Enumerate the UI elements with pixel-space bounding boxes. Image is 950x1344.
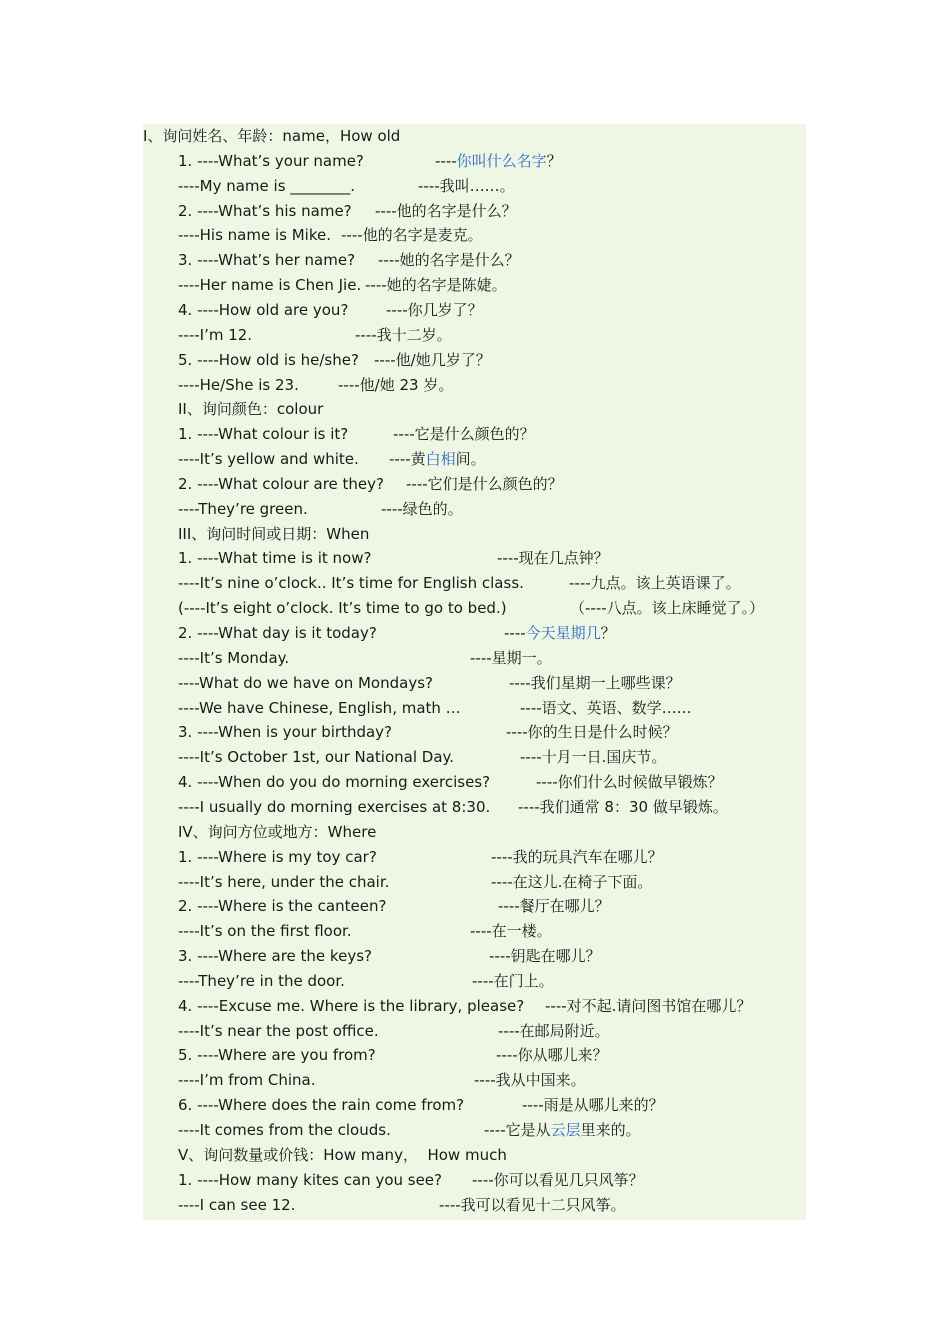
english-text: 2. ----What day is it today? bbox=[178, 624, 377, 642]
english-text: ----It’s here, under the chair. bbox=[178, 872, 390, 891]
english-text: 1. ----What colour is it? bbox=[178, 425, 349, 444]
chinese-translation: ----现在几点钟？ bbox=[497, 549, 609, 568]
english-text: ----It’s on the first floor. bbox=[178, 922, 352, 941]
chinese-translation: ----你从哪儿来？ bbox=[496, 1046, 608, 1065]
english-text: 1. ----How many kites can you see? bbox=[178, 1170, 443, 1189]
english-text: ----We have Chinese, English, math … bbox=[178, 698, 461, 717]
chinese-translation: ----我可以看见十二只风筝。 bbox=[439, 1195, 626, 1214]
chinese-translation: ----十月一日.国庆节。 bbox=[520, 748, 667, 767]
english-text: 5. ----How old is he/she? bbox=[178, 350, 359, 369]
english-text: ----It’s yellow and white. bbox=[178, 450, 359, 469]
chinese-translation: ----她的名字是陈婕。 bbox=[365, 276, 507, 295]
english-text: ----He/She is 23. bbox=[178, 375, 299, 394]
english-text: 4. ----When do you do morning exercises? bbox=[178, 773, 491, 792]
english-text: III、询问时间或日期：When bbox=[178, 524, 370, 543]
english-text: (----It’s eight o’clock. It’s time to go to bed.) bbox=[178, 599, 507, 618]
english-text: ----They’re green. bbox=[178, 499, 308, 518]
english-text: 5. ----Where are you from? bbox=[178, 1046, 376, 1065]
english-text: 6. ----Where does the rain come from? bbox=[178, 1096, 465, 1115]
english-text: II、询问颜色：colour bbox=[178, 400, 324, 419]
english-text: ----I usually do morning exercises at 8:30. bbox=[178, 797, 491, 816]
english-text: 1. ----What time is it now? bbox=[178, 549, 372, 568]
chinese-translation: ----我们通常 8：30 做早锻炼。 bbox=[518, 797, 728, 816]
chinese-translation: ----我们星期一上哪些课？ bbox=[509, 673, 681, 692]
english-text: 1. ----What’s your name? bbox=[178, 151, 364, 170]
chinese-translation: ----你可以看见几只风筝？ bbox=[472, 1170, 644, 1189]
english-text: ----My name is ________. bbox=[178, 176, 356, 195]
english-text: ----I can see 12. bbox=[178, 1195, 296, 1214]
chinese-translation: ----他/她几岁了？ bbox=[374, 350, 491, 369]
english-text: 2. ----Where is the canteen? bbox=[178, 897, 387, 916]
chinese-translation: ----它是什么颜色的？ bbox=[393, 425, 535, 444]
english-text: ----It’s October 1st, our National Day. bbox=[178, 748, 455, 767]
english-text: ----I’m from China. bbox=[178, 1071, 316, 1090]
chinese-translation: ----星期一。 bbox=[470, 648, 552, 667]
english-text: 2. ----What’s his name? bbox=[178, 201, 352, 220]
document-page bbox=[143, 124, 806, 1220]
chinese-translation: ----绿色的。 bbox=[381, 499, 463, 518]
english-text: 4. ----How old are you? bbox=[178, 300, 349, 319]
chinese-translation: ----在这儿.在椅子下面。 bbox=[491, 872, 653, 891]
highlighted-text: 白相 bbox=[425, 450, 456, 469]
highlighted-text: 云层 bbox=[550, 1121, 581, 1139]
english-text: ----Her name is Chen Jie. bbox=[178, 276, 362, 295]
chinese-translation: ----他/她 23 岁。 bbox=[338, 375, 454, 394]
english-text: 3. ----When is your birthday? bbox=[178, 723, 393, 742]
english-text: 3. ----What’s her name? bbox=[178, 251, 356, 270]
chinese-translation: ----在门上。 bbox=[472, 971, 554, 990]
chinese-translation: ----钥匙在哪儿？ bbox=[489, 947, 601, 966]
chinese-translation: ----在邮局附近。 bbox=[498, 1021, 610, 1040]
chinese-translation: ----你几岁了？ bbox=[386, 300, 483, 319]
chinese-translation: ----我的玩具汽车在哪儿？ bbox=[491, 847, 663, 866]
chinese-translation: ----它们是什么颜色的？ bbox=[406, 474, 563, 493]
chinese-translation: ----餐厅在哪儿？ bbox=[498, 897, 610, 916]
chinese-translation: ----九点。该上英语课了。 bbox=[569, 574, 741, 593]
chinese-translation: ----对不起.请问图书馆在哪儿？ bbox=[545, 996, 752, 1015]
chinese-translation: ----它是从云层里来的。 bbox=[484, 1121, 641, 1139]
english-text: I、询问姓名、年龄：name，How old bbox=[143, 127, 401, 145]
english-text: ----It’s Monday. bbox=[178, 648, 290, 667]
english-text: ----It’s nine o’clock.. It’s time for English class. bbox=[178, 574, 524, 593]
english-text: IV、询问方位或地方：Where bbox=[178, 822, 377, 841]
english-text: 1. ----Where is my toy car? bbox=[178, 847, 377, 866]
highlighted-text: 今天星期几 bbox=[525, 624, 601, 642]
english-text: 3. ----Where are the keys? bbox=[178, 947, 372, 966]
chinese-translation: ----我叫……。 bbox=[418, 176, 515, 195]
chinese-translation: ----她的名字是什么？ bbox=[378, 251, 520, 270]
chinese-translation: ----黄白相间。 bbox=[389, 450, 486, 469]
english-text: ----It comes from the clouds. bbox=[178, 1121, 391, 1139]
chinese-translation: ----你叫什么名字？ bbox=[435, 151, 562, 170]
chinese-translation: ----在一楼。 bbox=[470, 922, 552, 941]
chinese-translation: ----我十二岁。 bbox=[355, 325, 452, 344]
chinese-translation: ----语文、英语、数学…… bbox=[520, 698, 692, 717]
english-text: 4. ----Excuse me. Where is the library, please? bbox=[178, 996, 525, 1015]
chinese-translation: ----他的名字是什么？ bbox=[375, 201, 517, 220]
chinese-translation: ----雨是从哪儿来的？ bbox=[522, 1096, 664, 1115]
chinese-translation: ----今天星期几？ bbox=[504, 624, 616, 642]
chinese-translation: ----我从中国来。 bbox=[474, 1071, 586, 1090]
english-text: 2. ----What colour are they? bbox=[178, 474, 384, 493]
english-text: ----What do we have on Mondays? bbox=[178, 673, 433, 692]
english-text: ----It’s near the post office. bbox=[178, 1021, 379, 1040]
english-text: ----I’m 12. bbox=[178, 325, 253, 344]
english-text: ----They’re in the door. bbox=[178, 971, 345, 990]
chinese-translation: ----你的生日是什么时候？ bbox=[506, 723, 678, 742]
chinese-translation: ----你们什么时候做早锻炼？ bbox=[536, 773, 723, 792]
chinese-translation: ----他的名字是麦克。 bbox=[341, 226, 483, 245]
english-text: V、询问数量或价钱：How many， How much bbox=[178, 1145, 507, 1164]
highlighted-text: 你叫什么名字 bbox=[456, 151, 547, 170]
chinese-translation: （----八点。该上床睡觉了。） bbox=[570, 599, 765, 618]
english-text: ----His name is Mike. bbox=[178, 226, 331, 245]
